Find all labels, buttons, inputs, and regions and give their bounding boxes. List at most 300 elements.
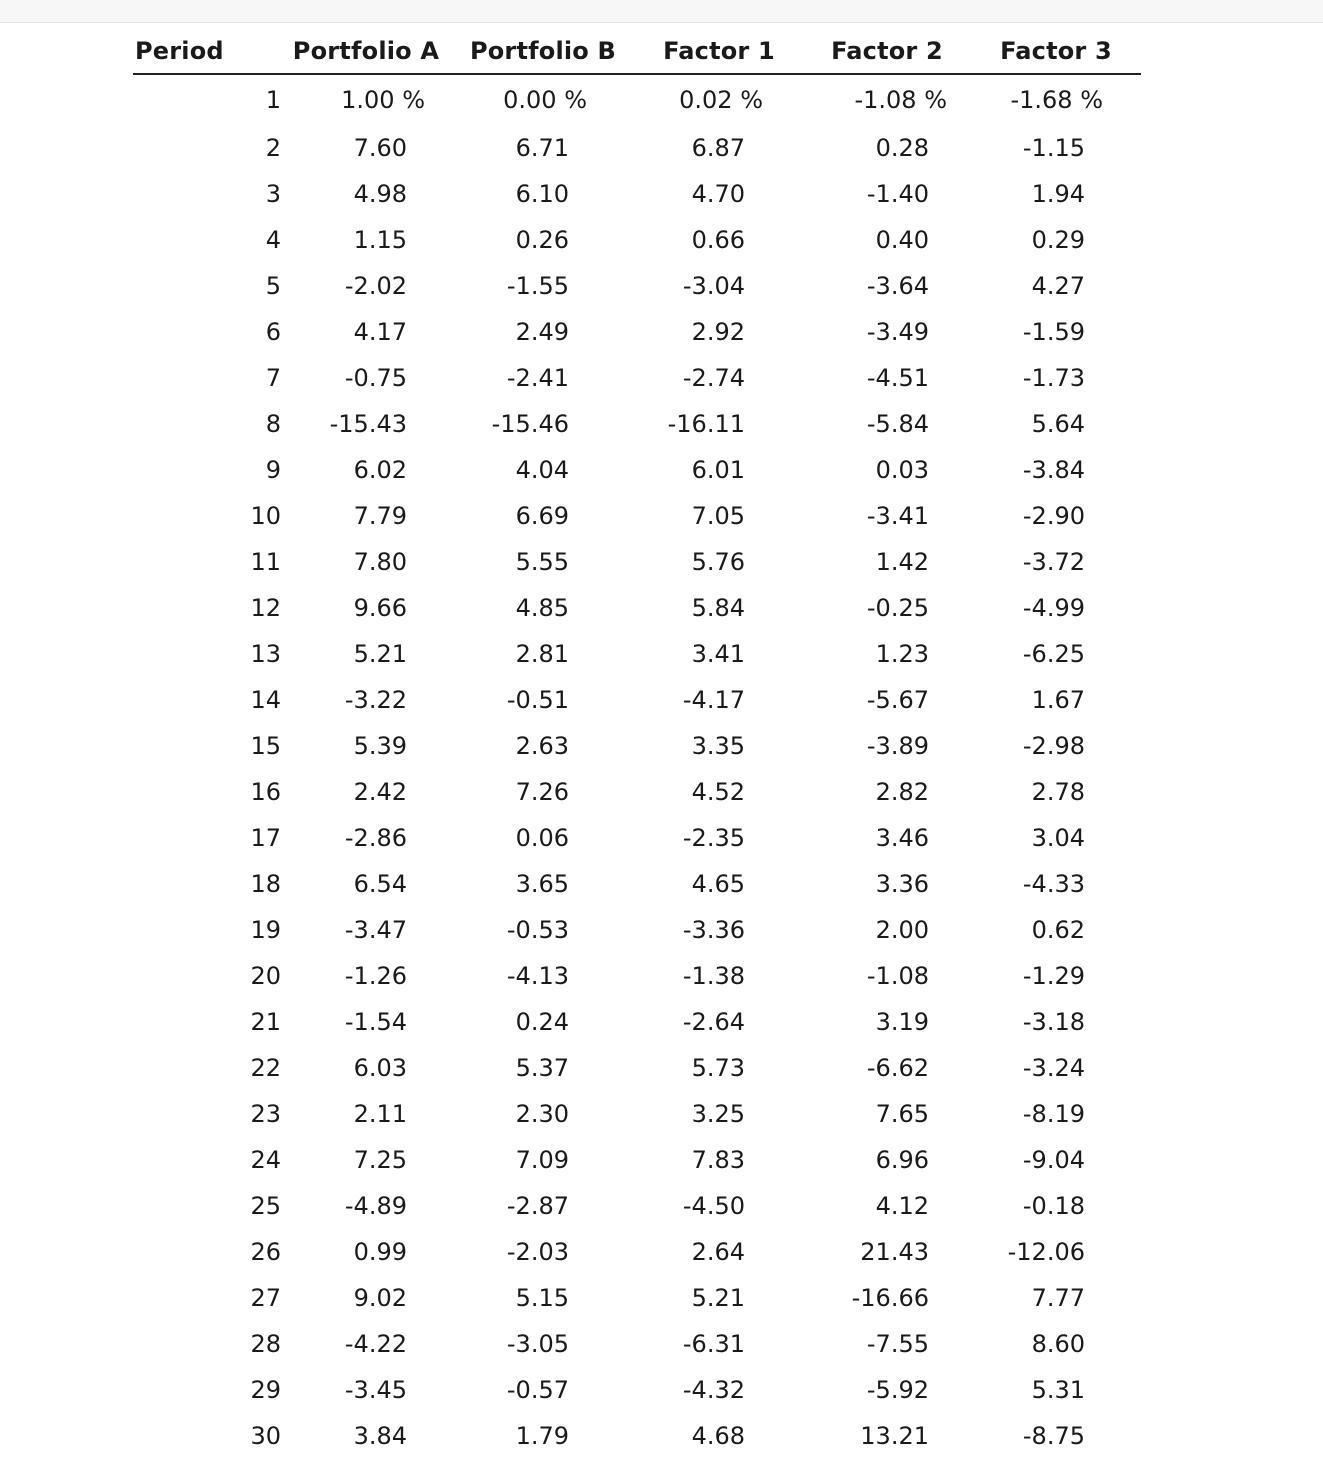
cell-portfolio-a bbox=[281, 74, 451, 125]
cell-period bbox=[133, 1413, 281, 1459]
cell-portfolio-a bbox=[281, 1045, 451, 1091]
cell-value: -1.08 % bbox=[854, 86, 947, 114]
cell-portfolio-a bbox=[281, 1137, 451, 1183]
cell-value: 5.31 bbox=[1031, 1376, 1085, 1404]
table-row bbox=[133, 677, 1141, 723]
table-row bbox=[133, 815, 1141, 861]
cell-value: -3.64 bbox=[866, 272, 929, 300]
cell-value: 5.21 bbox=[691, 1284, 745, 1312]
cell-factor-1 bbox=[635, 815, 803, 861]
cell-value: 7 bbox=[265, 364, 281, 392]
cell-factor-3 bbox=[971, 907, 1141, 953]
cell-value: -1.15 bbox=[1022, 134, 1085, 162]
cell-period bbox=[133, 74, 281, 125]
cell-portfolio-b bbox=[451, 401, 635, 447]
cell-value: -4.89 bbox=[344, 1192, 407, 1220]
cell-factor-1 bbox=[635, 1367, 803, 1413]
cell-portfolio-a bbox=[281, 1275, 451, 1321]
cell-period bbox=[133, 539, 281, 585]
cell-portfolio-b bbox=[451, 953, 635, 999]
cell-value: 1.00 % bbox=[341, 86, 425, 114]
cell-value: 26 bbox=[250, 1238, 281, 1266]
table-row bbox=[133, 125, 1141, 171]
cell-portfolio-b bbox=[451, 493, 635, 539]
table-row bbox=[133, 171, 1141, 217]
table-row bbox=[133, 1091, 1141, 1137]
cell-factor-1 bbox=[635, 953, 803, 999]
cell-value: 6.69 bbox=[515, 502, 569, 530]
cell-period bbox=[133, 125, 281, 171]
cell-value: -1.54 bbox=[344, 1008, 407, 1036]
cell-factor-1 bbox=[635, 217, 803, 263]
cell-value: 4.70 bbox=[691, 180, 745, 208]
header-row bbox=[133, 28, 1141, 74]
cell-portfolio-a bbox=[281, 769, 451, 815]
table-row bbox=[133, 1183, 1141, 1229]
cell-period bbox=[133, 1321, 281, 1367]
cell-value: 5.64 bbox=[1031, 410, 1085, 438]
cell-factor-3 bbox=[971, 401, 1141, 447]
cell-factor-3 bbox=[971, 1321, 1141, 1367]
cell-factor-1 bbox=[635, 1275, 803, 1321]
returns-table bbox=[133, 28, 1141, 1459]
cell-portfolio-a bbox=[281, 1413, 451, 1459]
cell-factor-2 bbox=[803, 1137, 971, 1183]
cell-value: 23 bbox=[250, 1100, 281, 1128]
table-row bbox=[133, 585, 1141, 631]
cell-period bbox=[133, 493, 281, 539]
table-row bbox=[133, 263, 1141, 309]
cell-value: 16 bbox=[250, 778, 281, 806]
cell-factor-1 bbox=[635, 309, 803, 355]
cell-value: -3.45 bbox=[344, 1376, 407, 1404]
cell-value: 3.19 bbox=[875, 1008, 929, 1036]
cell-value: -1.26 bbox=[344, 962, 407, 990]
cell-portfolio-b bbox=[451, 677, 635, 723]
cell-value: 4.17 bbox=[353, 318, 407, 346]
cell-value: -7.55 bbox=[866, 1330, 929, 1358]
cell-factor-2 bbox=[803, 1183, 971, 1229]
cell-portfolio-b bbox=[451, 1137, 635, 1183]
cell-factor-2 bbox=[803, 1367, 971, 1413]
cell-factor-2 bbox=[803, 217, 971, 263]
cell-factor-1 bbox=[635, 677, 803, 723]
cell-factor-3 bbox=[971, 769, 1141, 815]
cell-portfolio-b bbox=[451, 723, 635, 769]
cell-value: 0.24 bbox=[515, 1008, 569, 1036]
cell-value: 6.71 bbox=[515, 134, 569, 162]
header-period: Period bbox=[133, 28, 281, 74]
cell-value: 3.65 bbox=[515, 870, 569, 898]
cell-value: -3.04 bbox=[682, 272, 745, 300]
cell-factor-3 bbox=[971, 815, 1141, 861]
cell-portfolio-a bbox=[281, 447, 451, 493]
cell-value: -2.87 bbox=[506, 1192, 569, 1220]
cell-portfolio-a bbox=[281, 171, 451, 217]
table-row bbox=[133, 769, 1141, 815]
cell-factor-3 bbox=[971, 999, 1141, 1045]
cell-value: -12.06 bbox=[1007, 1238, 1085, 1266]
cell-value: 0.06 bbox=[515, 824, 569, 852]
cell-period bbox=[133, 263, 281, 309]
cell-value: 5.84 bbox=[691, 594, 745, 622]
cell-value: 3.35 bbox=[691, 732, 745, 760]
cell-portfolio-b bbox=[451, 1229, 635, 1275]
cell-value: -0.51 bbox=[506, 686, 569, 714]
cell-period bbox=[133, 309, 281, 355]
cell-factor-1 bbox=[635, 125, 803, 171]
cell-portfolio-b bbox=[451, 355, 635, 401]
cell-value: -5.84 bbox=[866, 410, 929, 438]
cell-value: -5.67 bbox=[866, 686, 929, 714]
cell-value: 1.79 bbox=[515, 1422, 569, 1450]
cell-value: 20 bbox=[250, 962, 281, 990]
cell-factor-1 bbox=[635, 1045, 803, 1091]
cell-value: 7.25 bbox=[353, 1146, 407, 1174]
cell-portfolio-b bbox=[451, 217, 635, 263]
cell-value: -2.03 bbox=[506, 1238, 569, 1266]
cell-factor-1 bbox=[635, 1321, 803, 1367]
cell-factor-2 bbox=[803, 309, 971, 355]
cell-portfolio-b bbox=[451, 861, 635, 907]
table-row bbox=[133, 355, 1141, 401]
cell-factor-2 bbox=[803, 263, 971, 309]
cell-factor-3 bbox=[971, 493, 1141, 539]
cell-period bbox=[133, 171, 281, 217]
cell-value: -4.50 bbox=[682, 1192, 745, 1220]
cell-period bbox=[133, 861, 281, 907]
cell-value: 7.09 bbox=[515, 1146, 569, 1174]
cell-factor-3 bbox=[971, 447, 1141, 493]
cell-value: 7.60 bbox=[353, 134, 407, 162]
cell-value: -2.64 bbox=[682, 1008, 745, 1036]
cell-value: 8 bbox=[265, 410, 281, 438]
cell-value: -2.86 bbox=[344, 824, 407, 852]
cell-factor-2 bbox=[803, 74, 971, 125]
cell-value: 2.11 bbox=[353, 1100, 407, 1128]
cell-value: -4.33 bbox=[1022, 870, 1085, 898]
cell-portfolio-a bbox=[281, 585, 451, 631]
cell-value: 21.43 bbox=[860, 1238, 929, 1266]
cell-value: -2.35 bbox=[682, 824, 745, 852]
cell-factor-1 bbox=[635, 1229, 803, 1275]
cell-period bbox=[133, 1229, 281, 1275]
cell-portfolio-b bbox=[451, 907, 635, 953]
cell-value: 17 bbox=[250, 824, 281, 852]
cell-portfolio-a bbox=[281, 217, 451, 263]
cell-value: 13.21 bbox=[860, 1422, 929, 1450]
header-factor-3: Factor 3 bbox=[971, 28, 1141, 74]
cell-factor-2 bbox=[803, 861, 971, 907]
cell-value: 0.99 bbox=[353, 1238, 407, 1266]
cell-value: 5.76 bbox=[691, 548, 745, 576]
table-row bbox=[133, 907, 1141, 953]
cell-value: 4.27 bbox=[1031, 272, 1085, 300]
cell-factor-1 bbox=[635, 355, 803, 401]
cell-factor-3 bbox=[971, 1229, 1141, 1275]
cell-factor-1 bbox=[635, 999, 803, 1045]
cell-value: 2 bbox=[265, 134, 281, 162]
cell-portfolio-a bbox=[281, 539, 451, 585]
cell-value: 2.78 bbox=[1031, 778, 1085, 806]
cell-value: 10 bbox=[250, 502, 281, 530]
cell-factor-2 bbox=[803, 907, 971, 953]
cell-portfolio-a bbox=[281, 309, 451, 355]
cell-portfolio-a bbox=[281, 1183, 451, 1229]
cell-value: -16.66 bbox=[851, 1284, 929, 1312]
table-row bbox=[133, 217, 1141, 263]
cell-factor-3 bbox=[971, 585, 1141, 631]
cell-portfolio-b bbox=[451, 125, 635, 171]
table-row bbox=[133, 539, 1141, 585]
cell-value: 0.29 bbox=[1031, 226, 1085, 254]
cell-factor-1 bbox=[635, 539, 803, 585]
cell-portfolio-b bbox=[451, 1183, 635, 1229]
cell-factor-2 bbox=[803, 1321, 971, 1367]
cell-factor-1 bbox=[635, 1413, 803, 1459]
cell-value: 27 bbox=[250, 1284, 281, 1312]
table-row bbox=[133, 447, 1141, 493]
cell-value: 9 bbox=[265, 456, 281, 484]
cell-value: 5.21 bbox=[353, 640, 407, 668]
cell-value: -3.24 bbox=[1022, 1054, 1085, 1082]
cell-value: 6.10 bbox=[515, 180, 569, 208]
cell-period bbox=[133, 217, 281, 263]
cell-value: -0.57 bbox=[506, 1376, 569, 1404]
cell-value: 3.46 bbox=[875, 824, 929, 852]
cell-period bbox=[133, 815, 281, 861]
cell-value: 0.03 bbox=[875, 456, 929, 484]
cell-value: 30 bbox=[250, 1422, 281, 1450]
cell-portfolio-b bbox=[451, 1045, 635, 1091]
cell-factor-2 bbox=[803, 769, 971, 815]
cell-portfolio-a bbox=[281, 355, 451, 401]
cell-value: 3.84 bbox=[353, 1422, 407, 1450]
cell-factor-2 bbox=[803, 631, 971, 677]
cell-factor-3 bbox=[971, 309, 1141, 355]
cell-portfolio-a bbox=[281, 631, 451, 677]
cell-value: 18 bbox=[250, 870, 281, 898]
cell-value: -3.18 bbox=[1022, 1008, 1085, 1036]
cell-period bbox=[133, 1137, 281, 1183]
cell-factor-2 bbox=[803, 585, 971, 631]
cell-factor-2 bbox=[803, 1275, 971, 1321]
cell-factor-1 bbox=[635, 631, 803, 677]
cell-value: 1 bbox=[265, 86, 281, 114]
cell-value: -1.08 bbox=[866, 962, 929, 990]
cell-period bbox=[133, 585, 281, 631]
cell-value: 7.79 bbox=[353, 502, 407, 530]
cell-value: 0.02 % bbox=[679, 86, 763, 114]
cell-factor-2 bbox=[803, 125, 971, 171]
cell-value: 3.41 bbox=[691, 640, 745, 668]
cell-factor-2 bbox=[803, 1229, 971, 1275]
cell-value: 6.87 bbox=[691, 134, 745, 162]
cell-value: -4.13 bbox=[506, 962, 569, 990]
cell-value: 19 bbox=[250, 916, 281, 944]
cell-portfolio-a bbox=[281, 401, 451, 447]
table-row bbox=[133, 1275, 1141, 1321]
cell-portfolio-a bbox=[281, 1321, 451, 1367]
cell-factor-1 bbox=[635, 447, 803, 493]
cell-portfolio-b bbox=[451, 1321, 635, 1367]
cell-period bbox=[133, 769, 281, 815]
cell-value: 2.30 bbox=[515, 1100, 569, 1128]
cell-value: 15 bbox=[250, 732, 281, 760]
cell-portfolio-a bbox=[281, 907, 451, 953]
cell-value: 21 bbox=[250, 1008, 281, 1036]
header-factor-2: Factor 2 bbox=[803, 28, 971, 74]
table-row bbox=[133, 1413, 1141, 1459]
cell-portfolio-a bbox=[281, 493, 451, 539]
cell-value: -3.84 bbox=[1022, 456, 1085, 484]
cell-value: 0.00 % bbox=[503, 86, 587, 114]
returns-table-container bbox=[133, 28, 1141, 1459]
cell-value: 2.63 bbox=[515, 732, 569, 760]
cell-value: -3.49 bbox=[866, 318, 929, 346]
cell-portfolio-a bbox=[281, 815, 451, 861]
cell-period bbox=[133, 401, 281, 447]
cell-factor-1 bbox=[635, 263, 803, 309]
header-portfolio-a: Portfolio A bbox=[281, 28, 451, 74]
cell-value: 2.00 bbox=[875, 916, 929, 944]
cell-value: 4.52 bbox=[691, 778, 745, 806]
cell-value: 3.04 bbox=[1031, 824, 1085, 852]
cell-factor-3 bbox=[971, 539, 1141, 585]
cell-portfolio-b bbox=[451, 999, 635, 1045]
cell-period bbox=[133, 631, 281, 677]
cell-value: 14 bbox=[250, 686, 281, 714]
cell-value: -3.05 bbox=[506, 1330, 569, 1358]
cell-value: 3.25 bbox=[691, 1100, 745, 1128]
cell-portfolio-b bbox=[451, 1275, 635, 1321]
cell-portfolio-a bbox=[281, 263, 451, 309]
cell-value: 7.83 bbox=[691, 1146, 745, 1174]
cell-portfolio-b bbox=[451, 447, 635, 493]
cell-factor-3 bbox=[971, 723, 1141, 769]
cell-factor-1 bbox=[635, 723, 803, 769]
cell-value: 2.64 bbox=[691, 1238, 745, 1266]
cell-factor-1 bbox=[635, 401, 803, 447]
cell-value: -1.38 bbox=[682, 962, 745, 990]
table-row bbox=[133, 401, 1141, 447]
cell-value: 4.68 bbox=[691, 1422, 745, 1450]
cell-portfolio-b bbox=[451, 171, 635, 217]
cell-value: 3.36 bbox=[875, 870, 929, 898]
cell-value: -6.62 bbox=[866, 1054, 929, 1082]
cell-value: -4.32 bbox=[682, 1376, 745, 1404]
cell-portfolio-b bbox=[451, 74, 635, 125]
table-row bbox=[133, 1045, 1141, 1091]
table-row bbox=[133, 1137, 1141, 1183]
cell-factor-2 bbox=[803, 1091, 971, 1137]
cell-value: 7.05 bbox=[691, 502, 745, 530]
cell-value: 5.39 bbox=[353, 732, 407, 760]
cell-value: 0.62 bbox=[1031, 916, 1085, 944]
cell-factor-3 bbox=[971, 1045, 1141, 1091]
cell-factor-2 bbox=[803, 355, 971, 401]
cell-value: -15.46 bbox=[491, 410, 569, 438]
cell-value: -2.90 bbox=[1022, 502, 1085, 530]
cell-factor-3 bbox=[971, 1091, 1141, 1137]
cell-value: -4.51 bbox=[866, 364, 929, 392]
cell-factor-1 bbox=[635, 769, 803, 815]
cell-value: 0.40 bbox=[875, 226, 929, 254]
cell-period bbox=[133, 1183, 281, 1229]
cell-period bbox=[133, 447, 281, 493]
cell-value: 6.03 bbox=[353, 1054, 407, 1082]
cell-value: -3.89 bbox=[866, 732, 929, 760]
cell-factor-1 bbox=[635, 493, 803, 539]
cell-factor-1 bbox=[635, 861, 803, 907]
cell-portfolio-b bbox=[451, 631, 635, 677]
cell-factor-2 bbox=[803, 401, 971, 447]
cell-value: -5.92 bbox=[866, 1376, 929, 1404]
cell-portfolio-b bbox=[451, 1367, 635, 1413]
cell-value: 3 bbox=[265, 180, 281, 208]
cell-value: 7.26 bbox=[515, 778, 569, 806]
cell-value: 7.80 bbox=[353, 548, 407, 576]
cell-period bbox=[133, 1045, 281, 1091]
cell-value: 1.42 bbox=[875, 548, 929, 576]
cell-portfolio-a bbox=[281, 723, 451, 769]
cell-value: -6.31 bbox=[682, 1330, 745, 1358]
cell-value: 6.02 bbox=[353, 456, 407, 484]
cell-factor-3 bbox=[971, 677, 1141, 723]
cell-value: 5.55 bbox=[515, 548, 569, 576]
cell-factor-3 bbox=[971, 1137, 1141, 1183]
cell-factor-3 bbox=[971, 171, 1141, 217]
table-row bbox=[133, 1367, 1141, 1413]
cell-portfolio-b bbox=[451, 1091, 635, 1137]
cell-period bbox=[133, 677, 281, 723]
cell-value: 2.82 bbox=[875, 778, 929, 806]
cell-portfolio-b bbox=[451, 769, 635, 815]
cell-portfolio-a bbox=[281, 861, 451, 907]
cell-value: 1.94 bbox=[1031, 180, 1085, 208]
cell-value: 7.77 bbox=[1031, 1284, 1085, 1312]
table-row bbox=[133, 1229, 1141, 1275]
table-row bbox=[133, 953, 1141, 999]
cell-value: 7.65 bbox=[875, 1100, 929, 1128]
cell-period bbox=[133, 1275, 281, 1321]
cell-value: 8.60 bbox=[1031, 1330, 1085, 1358]
cell-factor-3 bbox=[971, 217, 1141, 263]
cell-value: -15.43 bbox=[329, 410, 407, 438]
cell-factor-3 bbox=[971, 861, 1141, 907]
cell-factor-3 bbox=[971, 631, 1141, 677]
cell-portfolio-b bbox=[451, 585, 635, 631]
cell-value: 4.65 bbox=[691, 870, 745, 898]
cell-portfolio-b bbox=[451, 539, 635, 585]
cell-factor-3 bbox=[971, 355, 1141, 401]
table-row bbox=[133, 309, 1141, 355]
cell-value: 28 bbox=[250, 1330, 281, 1358]
cell-value: 11 bbox=[250, 548, 281, 576]
cell-value: 9.02 bbox=[353, 1284, 407, 1312]
cell-value: 2.42 bbox=[353, 778, 407, 806]
cell-period bbox=[133, 999, 281, 1045]
cell-value: -9.04 bbox=[1022, 1146, 1085, 1174]
cell-value: 6.54 bbox=[353, 870, 407, 898]
cell-portfolio-a bbox=[281, 125, 451, 171]
cell-value: 1.15 bbox=[353, 226, 407, 254]
top-band bbox=[0, 0, 1323, 23]
table-body bbox=[133, 74, 1141, 1459]
cell-value: 4.12 bbox=[875, 1192, 929, 1220]
cell-factor-2 bbox=[803, 1045, 971, 1091]
cell-value: 5.73 bbox=[691, 1054, 745, 1082]
